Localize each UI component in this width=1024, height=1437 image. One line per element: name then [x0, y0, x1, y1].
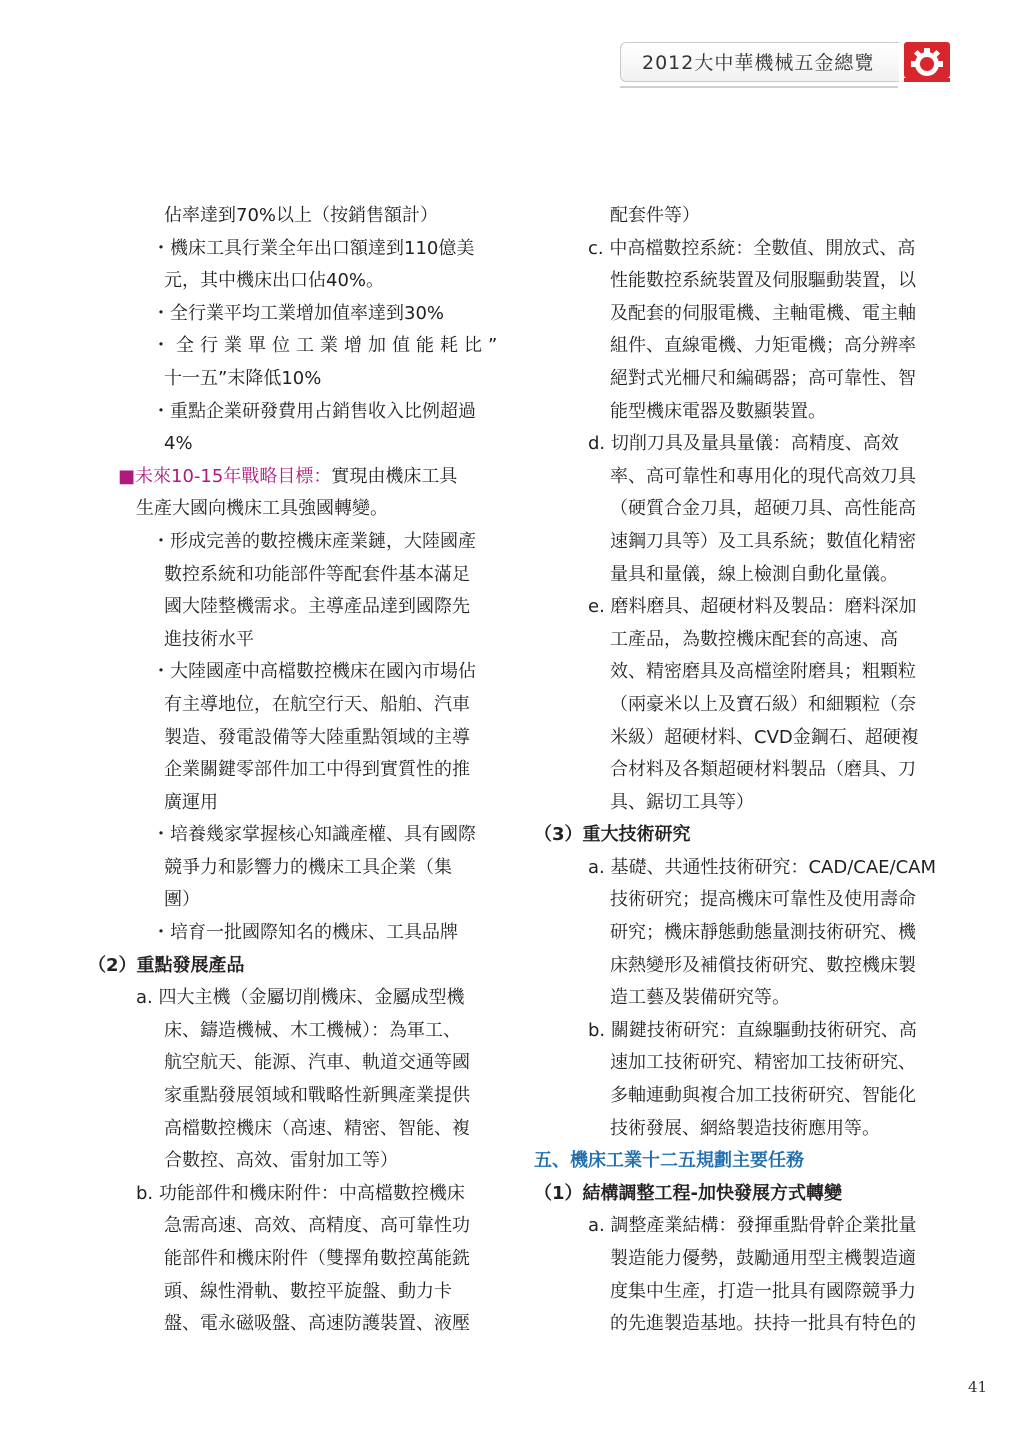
publication-title: 2012大中華機械五金總覽 — [642, 52, 875, 74]
text-line: 佔率達到70%以上（按銷售額計） — [164, 205, 439, 226]
list-item: b. 關鍵技術研究：直線驅動技術研究、高 — [588, 1019, 917, 1041]
text-line: 度集中生產，打造一批具有國際競爭力 — [610, 1280, 916, 1302]
text-line: 航空航天、能源、汽車、軌道交通等國 — [164, 1052, 470, 1074]
text-line: 造工藝及裝備研究等。 — [610, 987, 790, 1009]
text-line: 工產品，為數控機床配套的高速、高 — [610, 628, 898, 650]
text-line: 生產大國向機床工具強國轉變。 — [136, 498, 388, 520]
text-line: 合材料及各類超硬材料製品（磨具、刀 — [610, 759, 916, 781]
list-item: e. 磨料磨具、超硬材料及製品：磨料深加 — [588, 596, 917, 618]
page-number: 41 — [968, 1378, 988, 1396]
text-line: 4% — [164, 433, 193, 455]
text-line: 組件、直線電機、力矩電機；高分辨率 — [610, 335, 916, 357]
text-line: 急需高速、高效、高精度、高可靠性功 — [164, 1215, 470, 1237]
strategy-heading-text: 實現由機床工具 — [331, 465, 458, 487]
text-line: 元，其中機床出口佔40%。 — [164, 270, 385, 292]
list-item: d. 切削刀具及量具量儀：高精度、高效 — [588, 433, 899, 455]
square-bullet-icon: ■ — [118, 465, 136, 487]
bullet-item: ・培養幾家掌握核心知識產權、具有國際 — [152, 824, 476, 846]
text-line: （兩豪米以上及寶石級）和細顆粒（奈 — [610, 693, 916, 715]
text-line: 企業關鍵零部件加工中得到實質性的推 — [164, 759, 470, 781]
header-rule — [620, 86, 898, 88]
text-line: 床、鑄造機械、木工機械）：為軍工、 — [164, 1019, 461, 1041]
text-line: 十一五”末降低10% — [164, 367, 322, 389]
text-line: 效、精密磨具及高檔塗附磨具；粗顆粒 — [610, 661, 916, 683]
text-line: 技術研究；提高機床可靠性及使用壽命 — [610, 889, 916, 911]
text-line: 數控系統和功能部件等配套件基本滿足 — [164, 563, 470, 585]
text-line: 能部件和機床附件（雙擇角數控萬能銑 — [164, 1248, 470, 1269]
text-line: 絕對式光柵尺和編碼器；高可靠性、智 — [610, 367, 916, 389]
text-line: 多軸連動與複合加工技術研究、智能化 — [610, 1085, 916, 1107]
text-line: 床熱變形及補償技術研究、數控機床製 — [610, 954, 916, 976]
list-item: a. 基礎、共通性技術研究：CAD/CAE/CAM — [588, 856, 937, 878]
text-line: 量具和量儀，線上檢測自動化量儀。 — [610, 563, 898, 585]
text-line: 及配套的伺服電機、主軸電機、電主軸 — [610, 302, 916, 324]
bullet-item: ・機床工具行業全年出口額達到110億美 — [152, 237, 475, 259]
text-line: 速鋼刀具等）及工具系統；數值化精密 — [610, 530, 916, 552]
text-line: 製造能力優勢，鼓勵通用型主機製造適 — [610, 1248, 916, 1269]
list-item: a. 四大主機（金屬切削機床、金屬成型機 — [136, 987, 465, 1009]
text-line: 研究；機床靜態動態量測技術研究、機 — [610, 922, 916, 944]
text-line: 率、高可靠性和專用化的現代高效刀具 — [610, 465, 916, 487]
section-heading: （3）重大技術研究 — [534, 824, 691, 846]
text-line: 高檔數控機床（高速、精密、智能、複 — [164, 1117, 470, 1139]
list-item: b. 功能部件和機床附件：中高檔數控機床 — [136, 1182, 465, 1204]
text-line: 製造、發電設備等大陸重點領域的主導 — [164, 726, 470, 748]
text-line: 有主導地位，在航空行天、船舶、汽車 — [164, 693, 470, 715]
bullet-item: ・全行業平均工業增加值率達到30% — [152, 302, 445, 324]
text-line: 具、鋸切工具等） — [610, 791, 754, 813]
text-line: 國大陸整機需求。主導產品達到國際先 — [164, 596, 470, 618]
text-line: 技術發展、網絡製造技術應用等。 — [610, 1117, 880, 1139]
text-line: 頭、線性滑軌、數控平旋盤、動力卡 — [164, 1280, 452, 1302]
text-line: 廣運用 — [164, 791, 218, 813]
gear-logo-icon — [902, 34, 952, 84]
text-line: 的先進製造基地。扶持一批具有特色的 — [610, 1313, 916, 1335]
bullet-item: ・全行業單位工業增加值能耗比” — [152, 335, 504, 357]
strategy-heading — [88, 461, 498, 494]
text-line: 競爭力和影響力的機床工具企業（集 — [164, 856, 452, 878]
text-line: 進技術水平 — [164, 628, 254, 650]
bullet-item: ・培育一批國際知名的機床、工具品牌 — [152, 922, 458, 944]
bullet-item: ・形成完善的數控機床產業鏈，大陸國產 — [152, 530, 476, 552]
text-line: 速加工技術研究、精密加工技術研究、 — [610, 1052, 916, 1074]
text-line: 能型機床電器及數顯裝置。 — [610, 400, 826, 422]
section-heading: （1）結構調整工程-加快發展方式轉變 — [534, 1182, 842, 1204]
right-column — [534, 200, 954, 1341]
text-line: 性能數控系統裝置及伺服驅動裝置，以 — [610, 270, 916, 292]
text-line: 配套件等） — [610, 205, 700, 226]
strategy-heading-label: 未來10-15年戰略目標： — [135, 465, 332, 487]
text-line: 團） — [164, 889, 200, 911]
bullet-item: ・重點企業研發費用占銷售收入比例超過 — [152, 400, 476, 422]
page-header — [620, 34, 950, 90]
text-line: 盤、電永磁吸盤、高速防護裝置、液壓 — [164, 1313, 470, 1335]
text-line: 家重點發展領域和戰略性新興產業提供 — [164, 1085, 470, 1107]
bullet-item: ・大陸國產中高檔數控機床在國內市場佔 — [152, 661, 476, 683]
text-line: 米級）超硬材料、CVD金鋼石、超硬複 — [610, 726, 919, 748]
list-item: c. 中高檔數控系統：全數值、開放式、高 — [588, 237, 916, 259]
list-item: a. 調整產業結構：發揮重點骨幹企業批量 — [588, 1215, 917, 1237]
text-line: （硬質合金刀具，超硬刀具、高性能高 — [610, 498, 916, 520]
chapter-heading: 五、機床工業十二五規劃主要任務 — [534, 1150, 804, 1172]
text-line: 合數控、高效、雷射加工等） — [164, 1150, 398, 1172]
left-column — [88, 200, 504, 1341]
section-heading: （2）重點發展產品 — [88, 954, 245, 976]
